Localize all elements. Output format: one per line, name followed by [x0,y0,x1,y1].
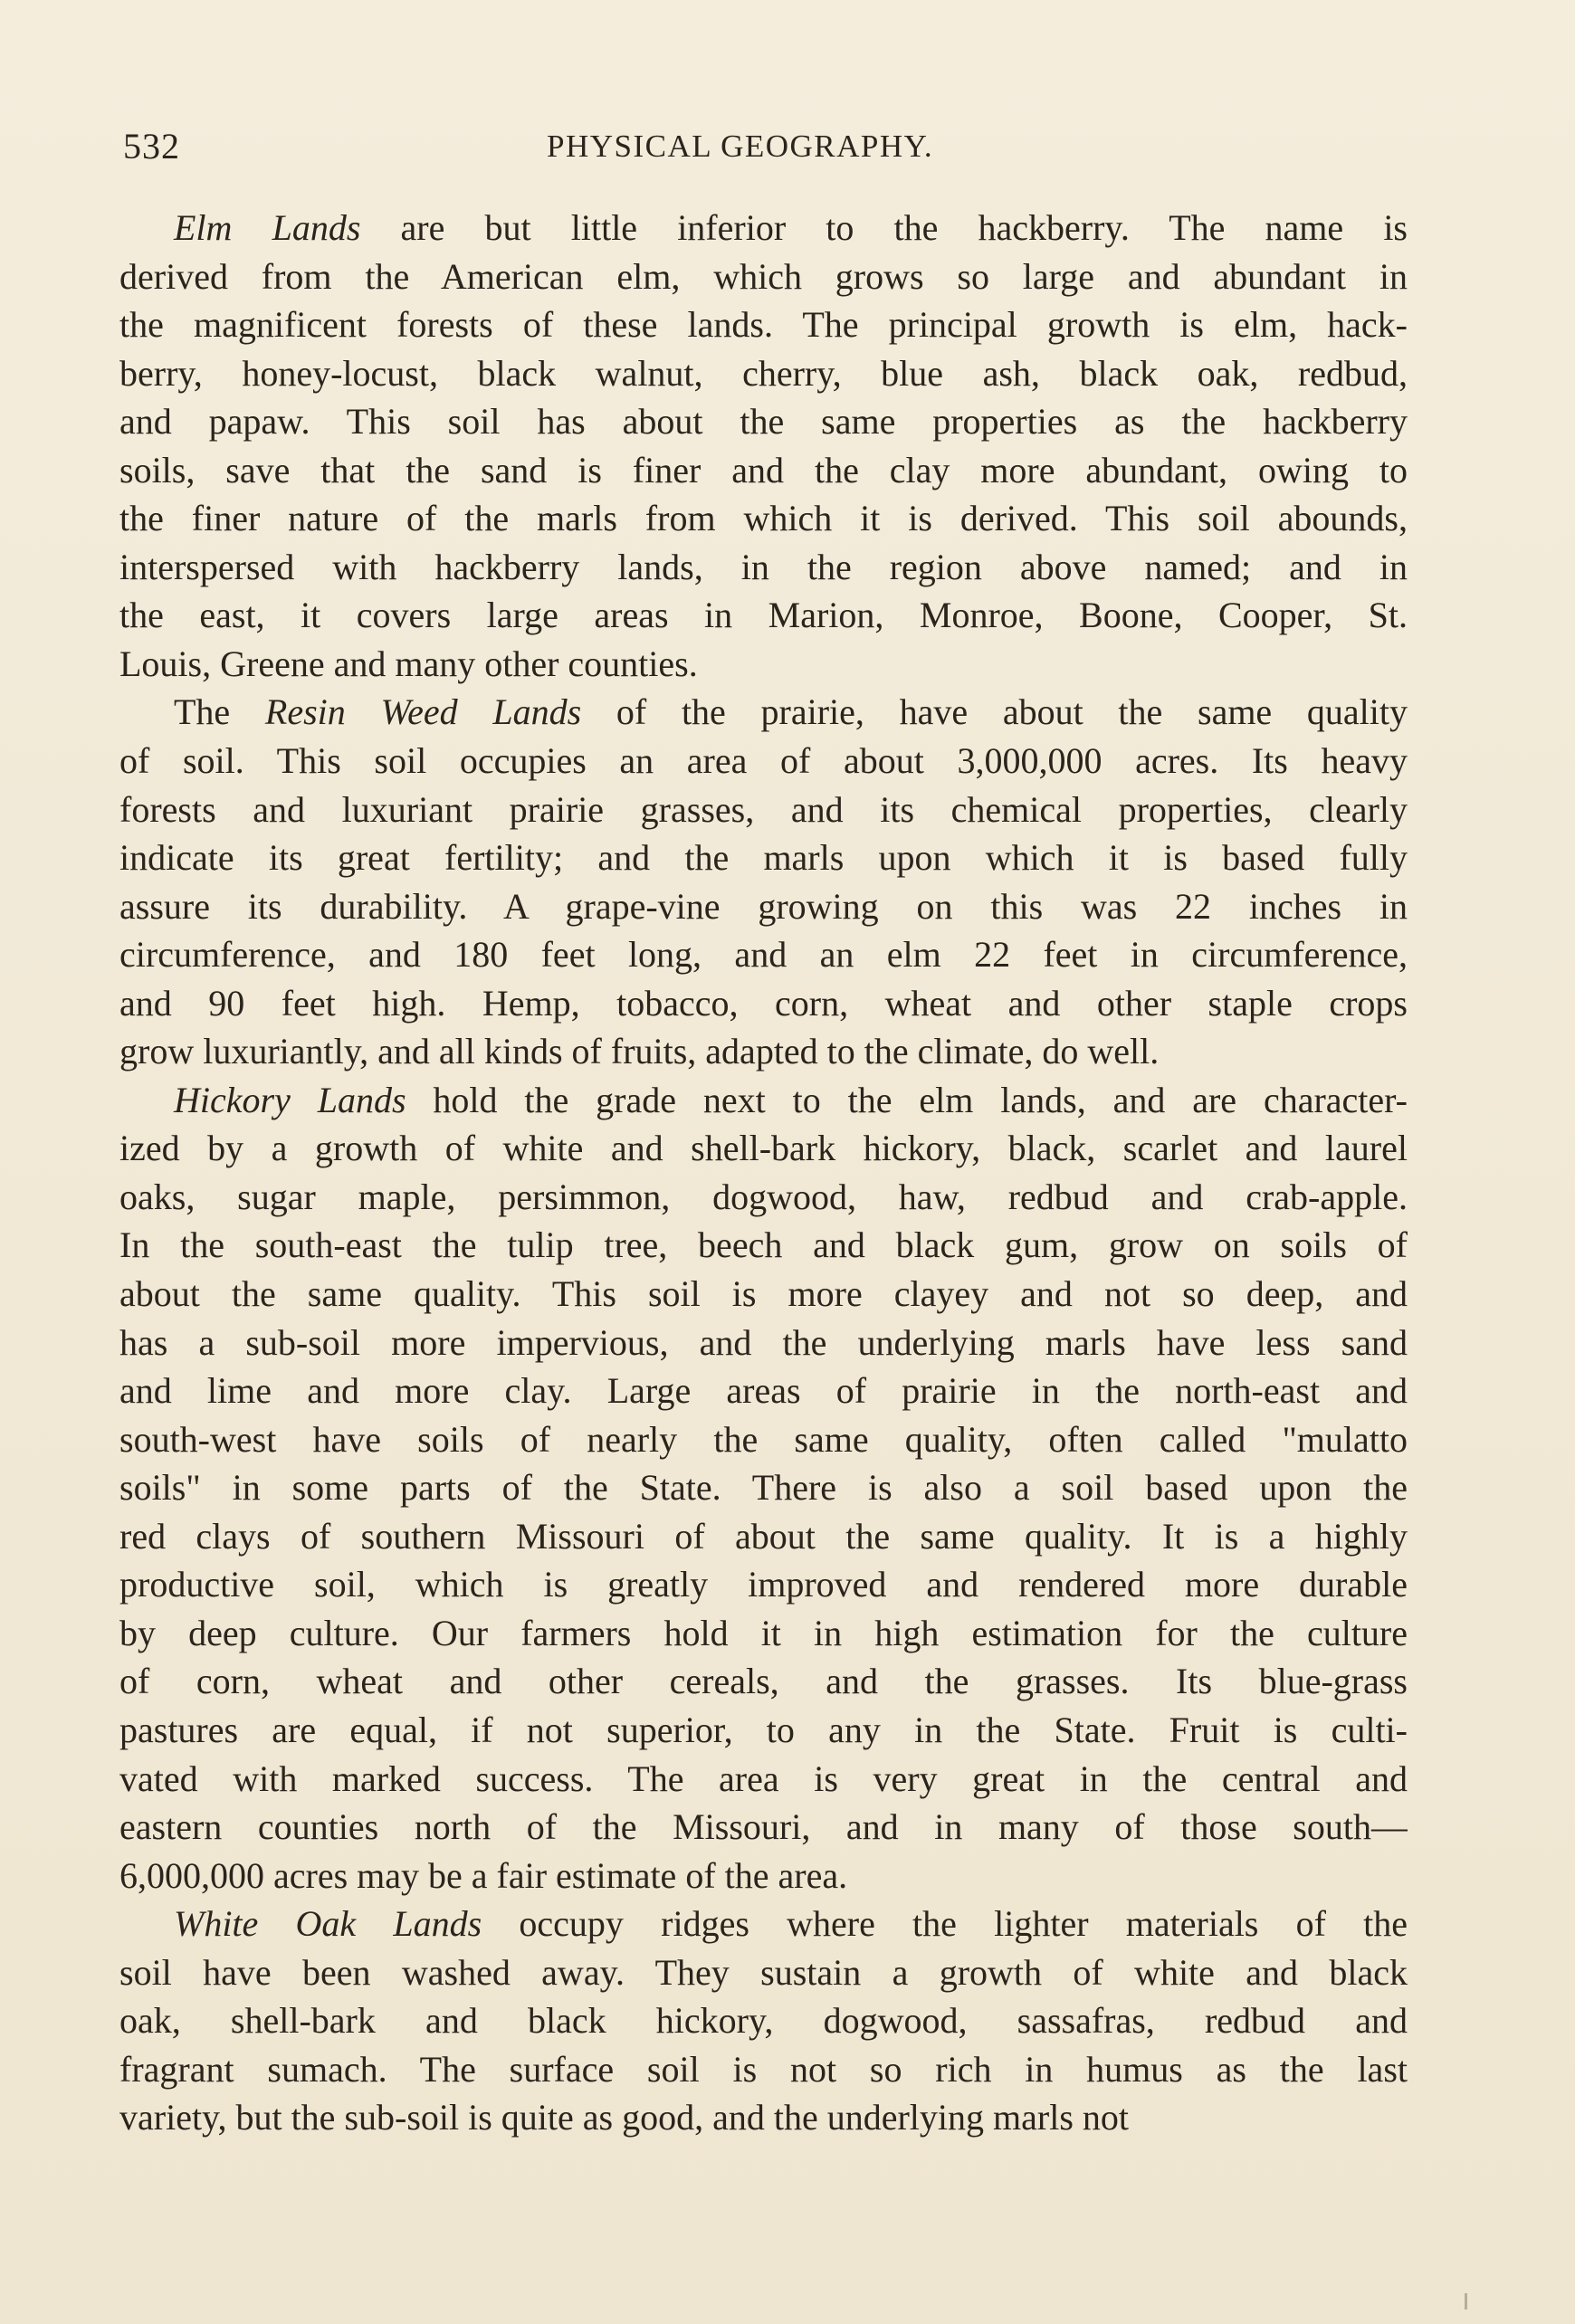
line-text: grow luxuriantly, and all kinds of fruits, adapted to the climate, do well. [119,1031,1160,1072]
text-line [119,1657,1408,1706]
line-text: soils" in some parts of the State. There is also a soil based upon the [119,1467,1408,1509]
line-text: oaks, sugar maple, persimmon, dogwood, haw, redbud and crab-apple. [119,1176,1408,1217]
line-text: berry, honey-locust, black walnut, cherry, blue ash, black oak, redbud, [119,352,1408,394]
line-text: assure its durability. A grape-vine growing on this was 22 inches in [119,885,1408,927]
line-text: soil have been washed away. They sustain a growth of white and black [119,1951,1408,1993]
text-line [119,1221,1408,1270]
text-line [119,1560,1408,1609]
line-text: fragrant sumach. The surface soil is not so rich in humus as the last [119,2048,1408,2090]
text-line [119,979,1408,1028]
line-text: about the same quality. This soil is more clayey and not so deep, and [119,1273,1408,1315]
text-line [119,1706,1408,1755]
text-line [119,543,1408,592]
line-text: the magnificent forests of these lands. The principal growth is elm, hack- [119,304,1408,346]
line-text: circumference, and 180 feet long, and an elm 22 feet in circumference, [119,934,1408,976]
section-lead-term: Elm Lands [174,207,361,248]
line-text: and 90 feet high. Hemp, tobacco, corn, wheat and other staple crops [119,982,1408,1024]
line-text: pastures are equal, if not superior, to any in the State. Fruit is culti- [119,1709,1408,1750]
text-line [119,737,1408,786]
text-line [119,300,1408,349]
line-text: the east, it covers large areas in Marion, Monroe, Boone, Cooper, St. [119,595,1408,636]
text-line [119,349,1408,398]
line-text: south-west have soils of nearly the same quality, often called "mulatto [119,1418,1408,1460]
text-line [119,1852,1408,1900]
text-line [119,494,1408,543]
line-text: oak, shell-bark and black hickory, dogwood, sassafras, redbud and [119,2000,1408,2042]
line-text: are but little inferior to the hackberry. The name is [360,207,1408,248]
line-text: Louis, Greene and many other counties. [119,643,698,684]
text-line [119,1803,1408,1852]
text-line [119,1124,1408,1173]
running-head [0,125,1575,172]
line-text: productive soil, which is greatly improved and rendered more durable [119,1564,1408,1605]
text-line [119,1027,1408,1076]
line-text: of soil. This soil occupies an area of about 3,000,000 acres. Its heavy [119,740,1408,782]
text-line [119,786,1408,834]
line-text: and papaw. This soil has about the same properties as the hackberry [119,401,1408,443]
text-line [119,252,1408,301]
line-text: forests and luxuriant prairie grasses, and its chemical properties, clearly [119,788,1408,830]
line-text: indicate its great fertility; and the marls upon which it is based fully [119,837,1408,879]
line-text: interspersed with hackberry lands, in the region above named; and in [119,546,1408,587]
line-text: ized by a growth of white and shell-bark hickory, black, scarlet and laurel [119,1128,1408,1169]
line-text: eastern counties north of the Missouri, and in many of those south— [119,1806,1408,1848]
line-text: In the south-east the tulip tree, beech and black gum, grow on soils of [119,1224,1408,1266]
text-line [119,930,1408,979]
paragraph [119,204,1408,688]
text-line [119,397,1408,446]
margin-mark [1465,2293,1467,2310]
line-text: has a sub-soil more impervious, and the underlying marls have less sand [119,1321,1408,1363]
text-line [119,688,1408,737]
text-line [119,1512,1408,1561]
line-text: vated with marked success. The area is very great in the central and [119,1757,1408,1799]
line-text: derived from the American elm, which grows so large and abundant in [119,255,1408,297]
line-text: by deep culture. Our farmers hold it in high estimation for the culture [119,1612,1408,1653]
text-line [119,204,1408,252]
page-number: 532 [123,126,180,167]
text-line [119,2045,1408,2094]
text-line [119,1319,1408,1367]
section-lead-term: Resin Weed Lands [264,691,582,733]
line-text: and lime and more clay. Large areas of prairie in the north-east and [119,1370,1408,1412]
text-line [119,446,1408,495]
line-text: 6,000,000 acres may be a fair estimate of the area. [119,1854,848,1896]
line-text: variety, but the sub-soil is quite as good, and the underlying marls not [119,2097,1129,2138]
text-line [119,1173,1408,1222]
text-line [119,640,1408,689]
text-line [119,882,1408,931]
line-text: hold the grade next to the elm lands, and are character- [406,1079,1408,1120]
paragraph [119,688,1408,1075]
line-text: the finer nature of the marls from which it is derived. This soil abounds, [119,498,1408,539]
text-line [119,1415,1408,1464]
section-lead-term: White Oak Lands [174,1903,482,1945]
text-line [119,1270,1408,1319]
text-line [119,1367,1408,1415]
paragraph [119,1900,1408,2142]
text-line [119,591,1408,640]
text-line [119,1948,1408,1997]
line-prefix: The [174,691,265,733]
text-line [119,1609,1408,1658]
text-line [119,2093,1408,2142]
body-text [119,204,1408,2142]
running-head-title: PHYSICAL GEOGRAPHY. [547,129,934,164]
line-text: of the prairie, have about the same quality [581,691,1408,733]
text-line [119,1463,1408,1512]
line-text: red clays of southern Missouri of about the same quality. It is a highly [119,1515,1408,1557]
text-line [119,1996,1408,2045]
text-line [119,1755,1408,1804]
paragraph [119,1076,1408,1900]
line-text: of corn, wheat and other cereals, and the grasses. Its blue-grass [119,1661,1408,1702]
text-line [119,1076,1408,1125]
text-line [119,833,1408,882]
line-text: occupy ridges where the lighter materials of the [482,1903,1408,1945]
line-text: soils, save that the sand is finer and the clay more abundant, owing to [119,449,1408,491]
text-line [119,1900,1408,1948]
section-lead-term: Hickory Lands [174,1079,406,1120]
